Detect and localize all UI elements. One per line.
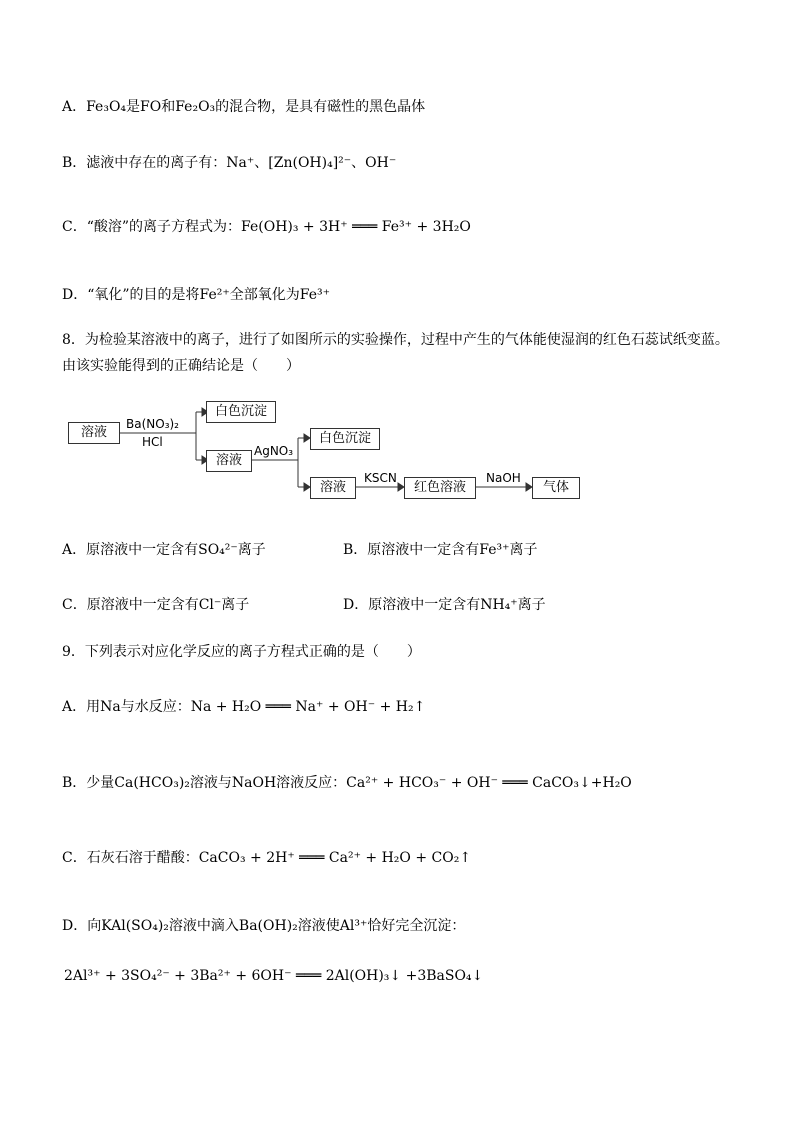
flow-start-solution: 溶液 [68, 422, 120, 444]
q9-option-c: C．石灰石溶于醋酸：CaCO₃ + 2H⁺ ═══ Ca²⁺ + H₂O + CO₂↑ [62, 850, 472, 866]
flow-reagent-3: KSCN [364, 471, 397, 485]
q9-option-b: B．少量Ca(HCO₃)₂溶液与NaOH溶液反应：Ca²⁺ + HCO₃⁻ + OH⁻ ═══ CaCO₃↓+H₂O [62, 775, 632, 791]
q9-option-a: A．用Na与水反应：Na + H₂O ═══ Na⁺ + OH⁻ + H₂↑ [62, 699, 426, 715]
flow-reagent-1-bottom: HCl [142, 435, 163, 449]
q8-option-a: A．原溶液中一定含有SO₄²⁻离子 [62, 542, 266, 558]
q7-option-b: B．滤液中存在的离子有：Na⁺、[Zn(OH)₄]²⁻、OH⁻ [62, 155, 397, 171]
q8-option-d: D．原溶液中一定含有NH₄⁺离子 [343, 597, 546, 613]
q8-option-b: B．原溶液中一定含有Fe³⁺离子 [343, 542, 538, 558]
q8-option-c: C．原溶液中一定含有Cl⁻离子 [62, 597, 250, 613]
flow-red-solution: 红色溶液 [404, 477, 476, 499]
q8-stem-line-1: 8．为检验某溶液中的离子，进行了如图所示的实验操作，过程中产生的气体能使湿润的红色石蕊试纸变蓝。 [62, 332, 729, 348]
q9-option-d-equation: 2Al³⁺ + 3SO₄²⁻ + 3Ba²⁺ + 6OH⁻ ═══ 2Al(OH)₃↓ +3BaSO₄↓ [64, 968, 484, 984]
experiment-flowchart [66, 398, 586, 508]
q8-stem-line-2: 由该实验能得到的正确结论是（ ） [62, 358, 300, 374]
q7-option-c: C．“酸溶”的离子方程式为：Fe(OH)₃ + 3H⁺ ═══ Fe³⁺ + 3H₂O [62, 219, 471, 235]
q7-option-a: A．Fe₃O₄是FO和Fe₂O₃的混合物，是具有磁性的黑色晶体 [62, 99, 426, 115]
flow-reagent-1-top: Ba(NO₃)₂ [126, 417, 179, 431]
flow-white-precipitate-1: 白色沉淀 [206, 401, 276, 423]
q7-option-d: D．“氧化”的目的是将Fe²⁺全部氧化为Fe³⁺ [62, 287, 331, 303]
flow-solution-2: 溶液 [206, 450, 252, 472]
flow-reagent-4: NaOH [486, 471, 521, 485]
flow-gas: 气体 [532, 477, 580, 499]
q9-stem: 9．下列表示对应化学反应的离子方程式正确的是（ ） [62, 644, 421, 660]
flow-solution-3: 溶液 [310, 477, 356, 499]
flow-white-precipitate-2: 白色沉淀 [310, 428, 380, 450]
flow-reagent-2: AgNO₃ [254, 444, 294, 458]
q9-option-d: D．向KAl(SO₄)₂溶液中滴入Ba(OH)₂溶液使Al³⁺恰好完全沉淀： [62, 918, 466, 934]
